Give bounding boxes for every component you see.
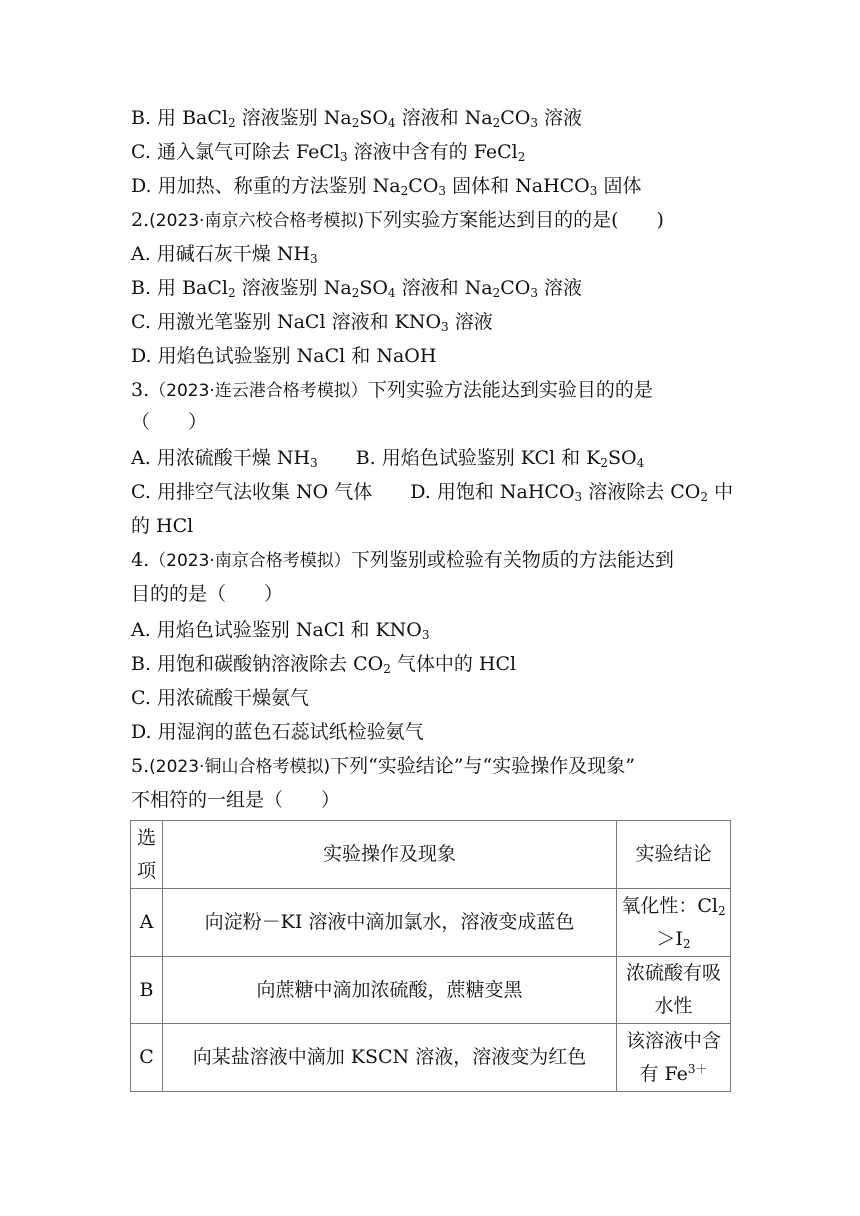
q3-option-d-cont: 的 HCl [131, 515, 194, 537]
table-row [131, 889, 731, 957]
table-header-row [131, 821, 731, 889]
row-conclusion: 浓硫酸有吸 水性 [617, 957, 731, 1024]
row-option: A [131, 889, 163, 957]
q1-option-b: B. 用 BaCl$_2$ 溶液鉴别 $Na_2SO_4$ 溶液和 $Na_2CO_3$ 溶液 [131, 107, 583, 130]
q4-option-a: A. 用焰色试验鉴别 NaCl 和 $KNO_3$ [131, 619, 430, 642]
header-operation: 实验操作及现象 [163, 821, 617, 889]
row-operation: 向蔗糖中滴加浓硫酸，蔗糖变黑 [163, 957, 617, 1024]
row-operation: 向淀粉－KI 溶液中滴加氯水，溶液变成蓝色 [163, 889, 617, 957]
q2-option-b: B. 用 BaCl$_2$ 溶液鉴别 $Na_2SO_4$ 溶液和 $Na_2CO_3$ 溶液 [131, 277, 583, 300]
q3-stem-bracket: （ ） [131, 411, 208, 433]
q2-option-a: A. 用碱石灰干燥 $NH_3$ [131, 243, 318, 266]
row-option: C [131, 1024, 163, 1092]
q1-option-c: C. 通入氯气可除去 FeCl$_3$ 溶液中含有的 FeCl$_2$ [131, 141, 526, 164]
header-conclusion: 实验结论 [617, 821, 731, 889]
q4-stem-cont: 目的的是（ ） [131, 583, 284, 605]
q2-option-d: D. 用焰色试验鉴别 NaCl 和 NaOH [131, 345, 437, 367]
q4-option-b: B. 用饱和碳酸钠溶液除去 $CO_2$ 气体中的 HCl [131, 653, 517, 676]
q3-options-cd: C. 用排空气法收集 NO 气体 D. 用饱和 NaHCO$_3$ 溶液除去 $CO_2$ 中 [131, 481, 734, 504]
row-conclusion: 该溶液中含 有 $Fe^{3+}$ [617, 1024, 731, 1092]
table-row [131, 1024, 731, 1092]
q4-stem: 4.（2023·南京合格考模拟）下列鉴别或检验有关物质的方法能达到 [131, 549, 674, 571]
q5-table [130, 820, 731, 1092]
row-conclusion: 氧化性：$Cl_2$ $>I_2$ [617, 889, 731, 957]
table-row [131, 957, 731, 1024]
row-option: B [131, 957, 163, 1024]
q2-stem: 2.(2023·南京六校合格考模拟)下列实验方案能达到目的的是( ) [131, 209, 664, 231]
row-operation: 向某盐溶液中滴加 KSCN 溶液，溶液变为红色 [163, 1024, 617, 1092]
q4-option-c: C. 用浓硫酸干燥氨气 [131, 687, 309, 709]
q1-option-d: D. 用加热、称重的方法鉴别 $Na_2CO_3$ 固体和 NaHCO$_3$ 固体 [131, 175, 642, 198]
q4-option-d: D. 用湿润的蓝色石蕊试纸检验氨气 [131, 721, 424, 743]
header-option: 选 项 [131, 821, 163, 889]
q5-stem-cont: 不相符的一组是（ ） [131, 789, 341, 811]
q2-option-c: C. 用激光笔鉴别 NaCl 溶液和 $KNO_3$ 溶液 [131, 311, 493, 334]
q5-stem: 5.(2023·铜山合格考模拟)下列“实验结论”与“实验操作及现象” [131, 755, 635, 777]
q3-stem: 3.（2023·连云港合格考模拟）下列实验方法能达到实验目的的是 [131, 379, 653, 401]
q3-options-ab: A. 用浓硫酸干燥 $NH_3$ B. 用焰色试验鉴别 KCl 和 $K_2SO_4$ [131, 447, 645, 470]
